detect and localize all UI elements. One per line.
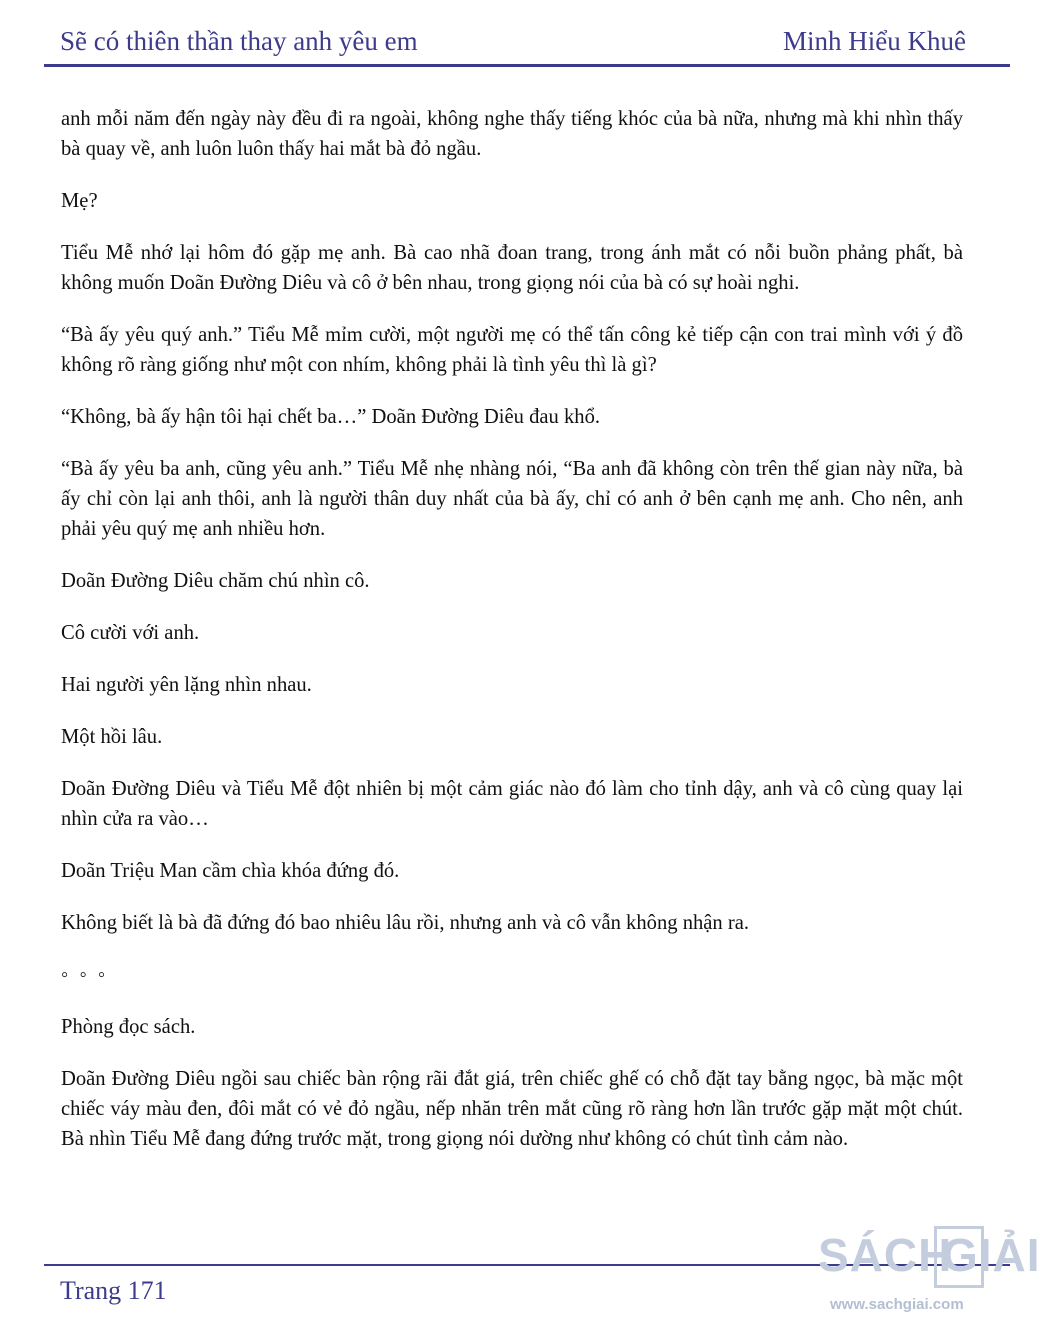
section-separator: ◦ ◦ ◦ [61,964,109,986]
page-body [61,104,963,1176]
page-header [0,0,1024,70]
paragraph: Phòng đọc sách. [61,1016,196,1038]
paragraph: anh mỗi năm đến ngày này đều đi ra ngoài, không nghe thấy tiếng khóc của bà nữa, nhưng mà khi nhìn thấy bà quay về, anh luôn luôn thấy hai mắt bà đỏ ngầu. [61,108,963,160]
watermark-brand-right: GIẢI [942,1229,1041,1281]
paragraph: Hai người yên lặng nhìn nhau. [61,674,312,696]
paragraph: Mẹ? [61,190,98,212]
paragraph: Doãn Đường Diêu và Tiểu Mễ đột nhiên bị một cảm giác nào đó làm cho tỉnh dậy, anh và cô cùng quay lại nhìn cửa ra vào… [61,778,963,830]
author-name: Minh Hiểu Khuê [783,26,966,56]
paragraph: Tiểu Mễ nhớ lại hôm đó gặp mẹ anh. Bà cao nhã đoan trang, trong ánh mắt có nỗi buồn phảng phất, bà không muốn Doãn Đường Diêu và cô ở bên nhau, trong giọng nói của bà có sự hoài nghi. [61,242,963,294]
paragraph: “Bà ấy yêu ba anh, cũng yêu anh.” Tiểu Mễ nhẹ nhàng nói, “Ba anh đã không còn trên thế gian này nữa, bà ấy chỉ còn lại anh thôi, anh là người thân duy nhất của bà ấy, chỉ có anh ở bên cạnh mẹ anh. Cho nên, anh phải yêu quý mẹ anh nhiều hơn. [61,458,963,540]
watermark-url: www.sachgiai.com [830,1296,964,1313]
watermark-logo [818,1224,1041,1324]
paragraph: “Không, bà ấy hận tôi hại chết ba…” Doãn Đường Diêu đau khổ. [61,406,601,428]
book-title: Sẽ có thiên thần thay anh yêu em [60,26,418,56]
header-divider [44,64,1010,67]
paragraph: Một hồi lâu. [61,726,163,748]
paragraph: Doãn Đường Diêu chăm chú nhìn cô. [61,570,370,592]
paragraph: “Bà ấy yêu quý anh.” Tiểu Mễ mỉm cười, một người mẹ có thể tấn công kẻ tiếp cận con trai mình với ý đồ không rõ ràng giống như một con nhím, không phải là tình yêu thì là gì? [61,324,963,376]
watermark-brand-left: SÁCH [818,1229,953,1281]
paragraph: Doãn Triệu Man cầm chìa khóa đứng đó. [61,860,400,882]
paragraph: Doãn Đường Diêu ngồi sau chiếc bàn rộng rãi đắt giá, trên chiếc ghế có chỗ đặt tay bằng ngọc, bà mặc một chiếc váy màu đen, đôi mắt có vẻ đỏ ngầu, nếp nhăn trên mắt cũng rõ ràng hơn lần trước gặp mặt một chút. Bà nhìn Tiểu Mễ đang đứng trước mặt, trong giọng nói dường như không có chút tình cảm nào. [61,1068,963,1150]
paragraph: Cô cười với anh. [61,622,200,644]
paragraph: Không biết là bà đã đứng đó bao nhiêu lâu rồi, nhưng anh và cô vẫn không nhận ra. [61,912,750,934]
page-number: Trang 171 [60,1276,167,1305]
